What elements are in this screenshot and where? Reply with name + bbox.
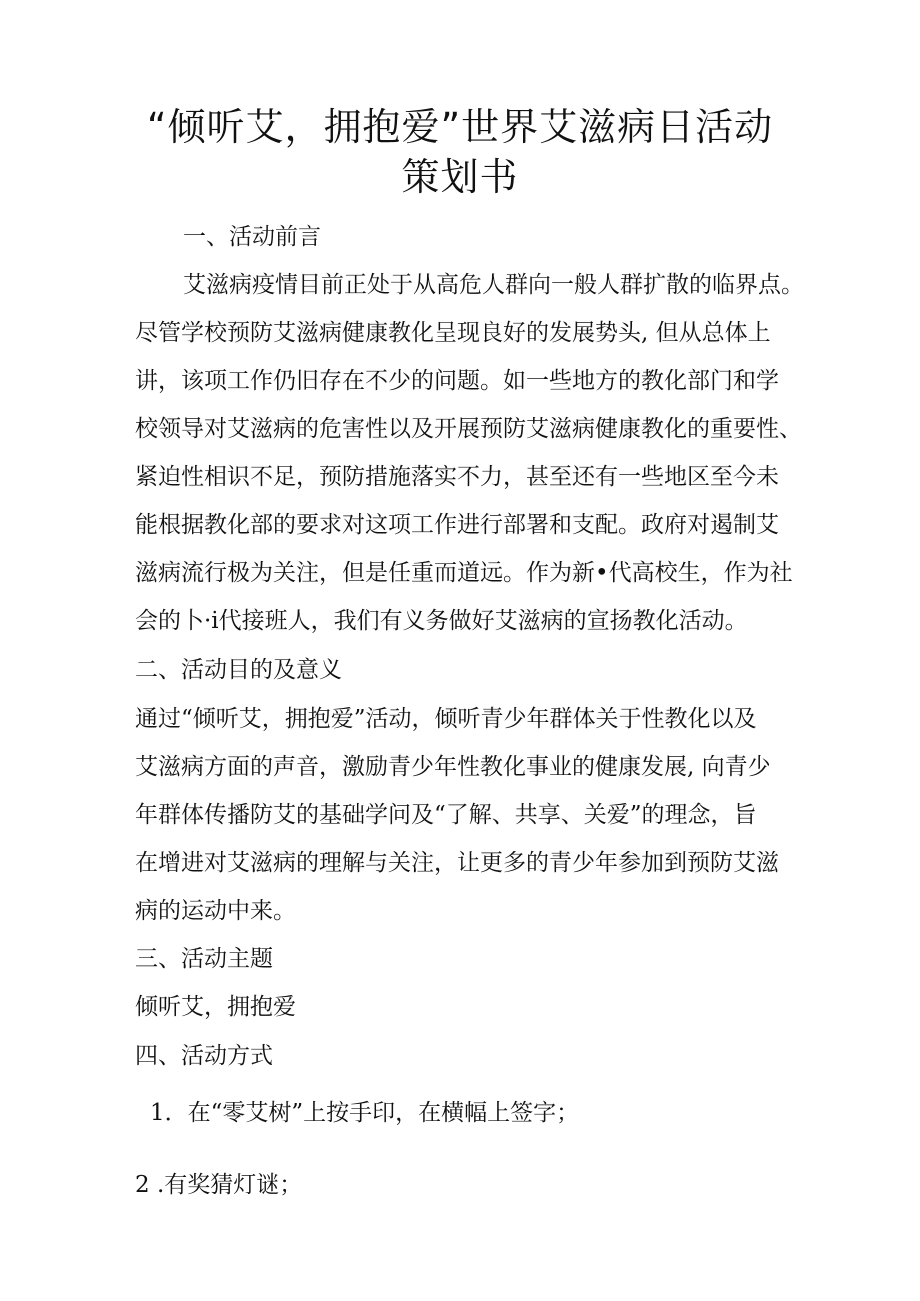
paragraph-line: 紧迫性相识不足，预防措施落实不力，甚至还有一些地区至今未 — [135, 464, 779, 490]
paragraph-line: 能根据教化部的要求对这项工作进行部署和支配。政府对遏制艾 — [135, 512, 779, 538]
section-heading-theme: 三、活动主题 — [135, 946, 273, 972]
paragraph-line: 通过“倾听艾，拥抱爱”活动，倾听青少年群体关于性教化以及 — [135, 706, 757, 732]
section-heading-method: 四、活动方式 — [135, 1043, 273, 1069]
paragraph-line: 校领导对艾滋病的危害性以及开展预防艾滋病健康教化的重要性、 — [135, 416, 802, 442]
paragraph-line: 艾滋病疫情目前正处于从高危人群向一般人群扩散的临界点。 — [183, 272, 804, 298]
section-heading-purpose: 二、活动目的及意义 — [135, 657, 342, 683]
document-title-line1: “倾听艾，拥抱爱”世界艾滋病日活动 — [146, 105, 774, 149]
theme-text: 倾听艾，拥抱爱 — [135, 994, 296, 1020]
paragraph-line: 讲，该项工作仍旧存在不少的问题。如一些地方的教化部门和学 — [135, 368, 779, 394]
paragraph-line: 尽管学校预防艾滋病健康教化呈现良好的发展势头, 但从总体上 — [135, 320, 771, 346]
paragraph-line: 会的卜·i代接班人，我们有义务做好艾滋病的宣扬教化活动。 — [135, 608, 748, 634]
document-title-line2: 策划书 — [401, 155, 519, 199]
paragraph-line: 在增进对艾滋病的理解与关注，让更多的青少年参加到预防艾滋 — [135, 850, 779, 876]
paragraph-line: 滋病流行极为关注，但是任重而道远。作为新•代高校生，作为社 — [135, 560, 793, 586]
section-heading-preface: 一、活动前言 — [183, 224, 321, 250]
paragraph-line: 年群体传播防艾的基础学问及“了解、共享、关爱”的理念，旨 — [135, 802, 757, 828]
list-item: 2 .有奖猜灯谜； — [135, 1172, 303, 1198]
list-item: 1．在“零艾树”上按手印，在横幅上签字； — [150, 1100, 580, 1126]
paragraph-line: 艾滋病方面的声音，激励青少年性教化事业的健康发展, 向青少 — [135, 754, 771, 780]
paragraph-line: 病的运动中来。 — [135, 898, 296, 924]
